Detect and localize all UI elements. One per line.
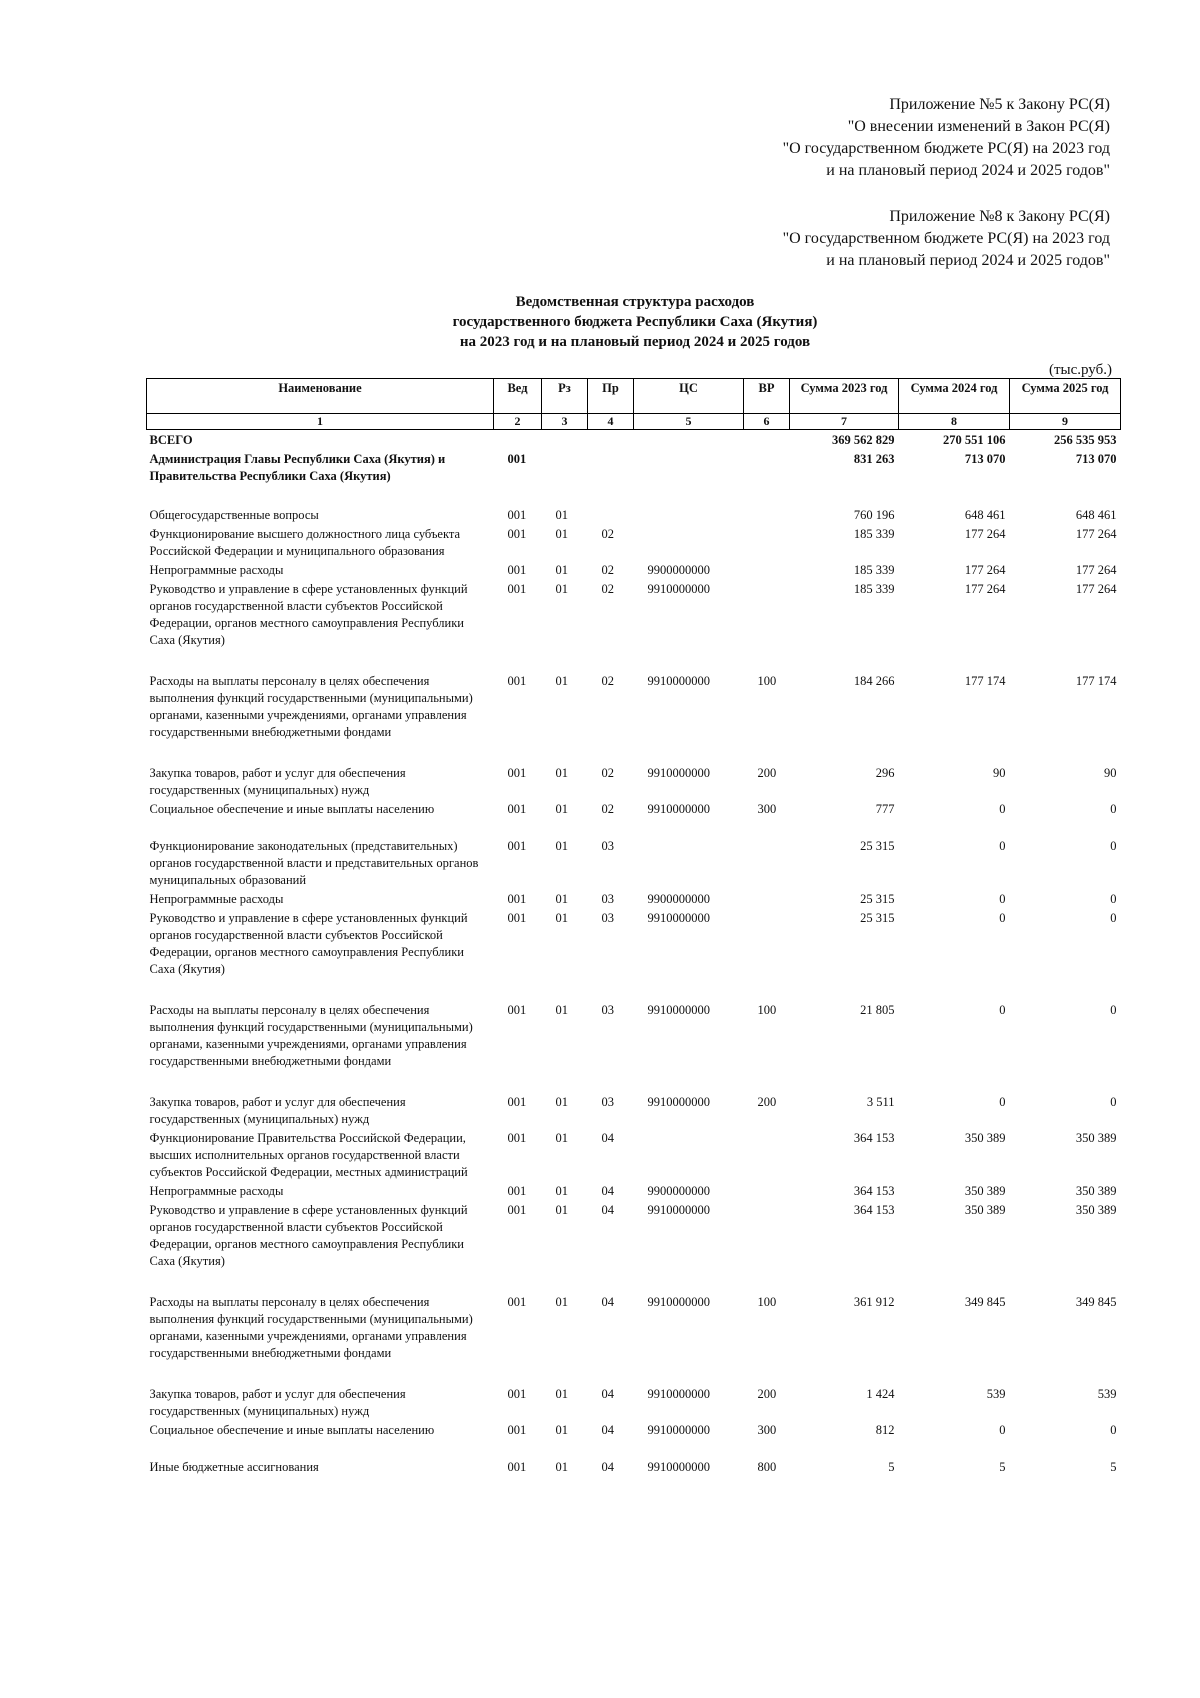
cell-sum-2025: 90: [1104, 766, 1117, 780]
cell-ved: [494, 430, 542, 450]
annex-line: Приложение №5 к Закону РС(Я): [889, 96, 1110, 113]
cell-pr: 03: [601, 892, 614, 906]
cell-name: Социальное обеспечение и иные выплаты населению: [149, 802, 435, 816]
cell-cs: [634, 836, 744, 889]
table-row: [147, 1384, 1121, 1420]
header-sum-2024: Сумма 2024 год: [899, 379, 1010, 414]
cell-ved: 001: [507, 766, 527, 780]
cell-sum-2025: 0: [1110, 892, 1117, 906]
table-row: [147, 1000, 1121, 1092]
cell-ved: 001: [507, 1460, 527, 1474]
cell-pr: 02: [601, 527, 614, 541]
header-sum-2023: Сумма 2023 год: [790, 379, 899, 414]
cell-sum-2023: 185 339: [853, 527, 895, 541]
cell-ved: 001: [507, 452, 527, 466]
cell-name: Функционирование высшего должностного лица субъекта Российской Федерации и муниципального образования: [149, 527, 461, 558]
cell-vr: [744, 579, 790, 671]
table-row: [147, 1457, 1121, 1476]
header-cs: ЦС: [634, 379, 744, 414]
cell-ved: 001: [507, 674, 527, 688]
cell-rz: 01: [555, 839, 568, 853]
cell-sum-2024: 0: [999, 839, 1006, 853]
cell-vr: [744, 560, 790, 579]
cell-ved: 001: [507, 563, 527, 577]
cell-rz: 01: [555, 1184, 568, 1198]
table-row: [147, 1200, 1121, 1292]
cell-sum-2024: 539: [986, 1387, 1006, 1401]
cell-cs: [634, 524, 744, 560]
cell-name: Общегосударственные вопросы: [149, 508, 319, 522]
cell-sum-2024: 350 389: [964, 1184, 1006, 1198]
cell-sum-2024: 270 551 106: [943, 433, 1006, 447]
cell-pr: 03: [601, 1003, 614, 1017]
cell-sum-2025: 0: [1110, 1423, 1117, 1437]
header-rz: Рз: [542, 379, 588, 414]
cell-name: Непрограммные расходы: [149, 892, 284, 906]
cell-vr: [744, 889, 790, 908]
title-line: на 2023 год и на плановый период 2024 и 2025 годов: [459, 334, 811, 350]
cell-cs: [634, 1128, 744, 1181]
cell-cs: 9900000000: [647, 1184, 710, 1198]
header-pr: Пр: [588, 379, 634, 414]
column-number: 5: [634, 414, 744, 430]
cell-ved: 001: [507, 892, 527, 906]
cell-rz: 01: [555, 892, 568, 906]
cell-pr: 03: [601, 1095, 614, 1109]
cell-vr: 800: [757, 1460, 777, 1474]
cell-sum-2023: 25 315: [860, 839, 895, 853]
table-row: [147, 1181, 1121, 1200]
cell-sum-2024: 0: [999, 1423, 1006, 1437]
cell-sum-2025: 177 174: [1075, 674, 1117, 688]
cell-sum-2023: 185 339: [853, 563, 895, 577]
cell-vr: 300: [757, 802, 777, 816]
cell-vr: 200: [757, 1387, 777, 1401]
cell-name: Непрограммные расходы: [149, 1184, 284, 1198]
table-row: [147, 1420, 1121, 1457]
cell-ved: 001: [507, 1387, 527, 1401]
cell-rz: 01: [555, 508, 568, 522]
cell-cs: 9910000000: [647, 1203, 710, 1217]
cell-ved: 001: [507, 508, 527, 522]
cell-rz: 01: [555, 1095, 568, 1109]
cell-name: Непрограммные расходы: [149, 563, 284, 577]
cell-cs: [634, 505, 744, 524]
cell-pr: 04: [601, 1184, 614, 1198]
cell-cs: 9900000000: [647, 892, 710, 906]
cell-ved: 001: [507, 1131, 527, 1145]
document-title: [0, 292, 1200, 352]
cell-sum-2023: 364 153: [853, 1184, 895, 1198]
cell-rz: 01: [555, 1131, 568, 1145]
table-row: [147, 579, 1121, 671]
cell-sum-2023: 777: [875, 802, 895, 816]
cell-sum-2025: 0: [1110, 1095, 1117, 1109]
table-row: [147, 763, 1121, 799]
cell-cs: 9910000000: [647, 766, 710, 780]
cell-sum-2023: 185 339: [853, 582, 895, 596]
cell-name: Расходы на выплаты персоналу в целях обеспечения выполнения функций государственными (муниципальными) органами, казенными учреждениями, органами управления государственными внебюджетными фондами: [149, 1003, 473, 1068]
cell-sum-2023: 25 315: [860, 911, 895, 925]
cell-vr: 100: [757, 674, 777, 688]
table-row: [147, 836, 1121, 889]
cell-rz: 01: [555, 563, 568, 577]
table-row: [147, 430, 1121, 450]
cell-sum-2024: 0: [999, 911, 1006, 925]
cell-rz: [542, 430, 588, 450]
annex-line: и на плановый период 2024 и 2025 годов": [826, 252, 1110, 269]
cell-cs: 9910000000: [647, 1095, 710, 1109]
cell-ved: 001: [507, 1184, 527, 1198]
cell-name: Функционирование законодательных (представительных) органов государственной власти и представительных органов муниципальных образований: [149, 839, 479, 887]
cell-sum-2023: 5: [888, 1460, 895, 1474]
column-number: 8: [899, 414, 1010, 430]
table-row: [147, 505, 1121, 524]
cell-vr: [744, 449, 790, 505]
cell-sum-2025: 177 264: [1075, 527, 1117, 541]
cell-sum-2024: 0: [999, 892, 1006, 906]
cell-rz: 01: [555, 1423, 568, 1437]
cell-pr: 03: [601, 911, 614, 925]
cell-name: Руководство и управление в сфере установленных функций органов государственной власти субъектов Российской Федерации, органов местного самоуправления Республики Саха (Якутия): [149, 1203, 468, 1268]
cell-name: Руководство и управление в сфере установленных функций органов государственной власти субъектов Российской Федерации, органов местного самоуправления Республики Саха (Якутия): [149, 582, 468, 647]
cell-name: Социальное обеспечение и иные выплаты населению: [149, 1423, 435, 1437]
table-header-row: [147, 379, 1121, 414]
cell-vr: [744, 836, 790, 889]
cell-sum-2025: 350 389: [1075, 1203, 1117, 1217]
cell-sum-2023: 369 562 829: [832, 433, 895, 447]
cell-pr: 03: [601, 839, 614, 853]
cell-name: Расходы на выплаты персоналу в целях обеспечения выполнения функций государственными (муниципальными) органами, казенными учреждениями, органами управления государственными внебюджетными фондами: [149, 674, 473, 739]
cell-rz: 01: [555, 766, 568, 780]
cell-cs: 9900000000: [647, 563, 710, 577]
cell-ved: 001: [507, 911, 527, 925]
table-row: [147, 799, 1121, 836]
cell-cs: 9910000000: [647, 1003, 710, 1017]
annex-header-2: [783, 206, 1110, 272]
cell-sum-2025: 0: [1110, 1003, 1117, 1017]
cell-sum-2025: 0: [1110, 911, 1117, 925]
cell-sum-2023: 760 196: [853, 508, 895, 522]
cell-pr: 04: [601, 1203, 614, 1217]
cell-sum-2024: 648 461: [964, 508, 1006, 522]
cell-sum-2025: 713 070: [1075, 452, 1117, 466]
cell-ved: 001: [507, 1423, 527, 1437]
cell-sum-2023: 364 153: [853, 1131, 895, 1145]
cell-sum-2023: 3 511: [866, 1095, 895, 1109]
cell-sum-2024: 177 264: [964, 527, 1006, 541]
cell-sum-2025: 0: [1110, 802, 1117, 816]
cell-pr: 02: [601, 674, 614, 688]
annex-line: Приложение №8 к Закону РС(Я): [889, 208, 1110, 225]
cell-rz: [542, 449, 588, 505]
cell-sum-2024: 350 389: [964, 1131, 1006, 1145]
cell-rz: 01: [555, 674, 568, 688]
cell-sum-2024: 349 845: [964, 1295, 1006, 1309]
cell-vr: 200: [757, 1095, 777, 1109]
cell-sum-2025: 350 389: [1075, 1131, 1117, 1145]
cell-sum-2024: 0: [999, 802, 1006, 816]
cell-cs: 9910000000: [647, 802, 710, 816]
cell-sum-2025: 0: [1110, 839, 1117, 853]
table-row: [147, 1292, 1121, 1384]
cell-vr: 300: [757, 1423, 777, 1437]
column-number: 2: [494, 414, 542, 430]
cell-sum-2025: 349 845: [1075, 1295, 1117, 1309]
table-row: [147, 908, 1121, 1000]
header-vr: ВР: [744, 379, 790, 414]
table-row: [147, 1092, 1121, 1128]
cell-rz: 01: [555, 1460, 568, 1474]
cell-sum-2025: 539: [1097, 1387, 1117, 1401]
cell-name: Закупка товаров, работ и услуг для обеспечения государственных (муниципальных) нужд: [149, 1095, 406, 1126]
cell-cs: 9910000000: [647, 674, 710, 688]
cell-cs: 9910000000: [647, 582, 710, 596]
cell-pr: 04: [601, 1295, 614, 1309]
cell-rz: 01: [555, 1203, 568, 1217]
table-row: [147, 524, 1121, 560]
cell-ved: 001: [507, 527, 527, 541]
cell-pr: 02: [601, 766, 614, 780]
column-number: 7: [790, 414, 899, 430]
units-label: (тыс.руб.): [1048, 362, 1112, 378]
cell-name: Функционирование Правительства Российской Федерации, высших исполнительных органов государственной власти субъектов Российской Федерации, местных администраций: [149, 1131, 468, 1179]
header-name: Наименование: [147, 379, 494, 414]
cell-name: Иные бюджетные ассигнования: [149, 1460, 319, 1474]
header-sum-2025: Сумма 2025 год: [1010, 379, 1121, 414]
cell-vr: [744, 1181, 790, 1200]
cell-rz: 01: [555, 1295, 568, 1309]
cell-ved: 001: [507, 1203, 527, 1217]
annex-line: "О государственном бюджете РС(Я) на 2023 год: [782, 230, 1110, 247]
annex-line: "О внесении изменений в Закон РС(Я): [847, 118, 1110, 135]
table-row: [147, 671, 1121, 763]
cell-sum-2025: 256 535 953: [1054, 433, 1117, 447]
cell-vr: 200: [757, 766, 777, 780]
annex-header-1: [783, 94, 1110, 182]
cell-ved: 001: [507, 582, 527, 596]
column-number-row: [147, 414, 1121, 430]
cell-cs: [634, 449, 744, 505]
cell-vr: [744, 524, 790, 560]
table-row: [147, 560, 1121, 579]
cell-pr: [588, 505, 634, 524]
cell-sum-2024: 713 070: [964, 452, 1006, 466]
header-ved: Вед: [494, 379, 542, 414]
cell-sum-2023: 364 153: [853, 1203, 895, 1217]
cell-pr: [588, 430, 634, 450]
cell-vr: 100: [757, 1003, 777, 1017]
annex-line: "О государственном бюджете РС(Я) на 2023 год: [782, 140, 1110, 157]
column-number: 1: [147, 414, 494, 430]
cell-cs: 9910000000: [647, 1460, 710, 1474]
cell-vr: 100: [757, 1295, 777, 1309]
annex-line: и на плановый период 2024 и 2025 годов": [826, 162, 1110, 179]
cell-sum-2023: 1 424: [866, 1387, 895, 1401]
column-number: 4: [588, 414, 634, 430]
cell-cs: 9910000000: [647, 1387, 710, 1401]
cell-pr: 04: [601, 1387, 614, 1401]
cell-sum-2023: 21 805: [860, 1003, 895, 1017]
cell-pr: 02: [601, 563, 614, 577]
cell-sum-2025: 177 264: [1075, 563, 1117, 577]
cell-sum-2024: 350 389: [964, 1203, 1006, 1217]
cell-ved: 001: [507, 1295, 527, 1309]
cell-ved: 001: [507, 802, 527, 816]
cell-cs: [634, 430, 744, 450]
cell-ved: 001: [507, 1095, 527, 1109]
cell-vr: [744, 1200, 790, 1292]
cell-pr: 02: [601, 802, 614, 816]
cell-pr: 04: [601, 1131, 614, 1145]
cell-pr: 04: [601, 1460, 614, 1474]
table-body: [147, 430, 1121, 1477]
cell-sum-2024: 0: [999, 1095, 1006, 1109]
cell-sum-2023: 25 315: [860, 892, 895, 906]
cell-name: Расходы на выплаты персоналу в целях обеспечения выполнения функций государственными (муниципальными) органами, казенными учреждениями, органами управления государственными внебюджетными фондами: [149, 1295, 473, 1360]
cell-vr: [744, 505, 790, 524]
cell-cs: 9910000000: [647, 1423, 710, 1437]
cell-pr: [588, 449, 634, 505]
title-line: государственного бюджета Республики Саха (Якутия): [452, 314, 818, 330]
cell-rz: 01: [555, 911, 568, 925]
cell-rz: 01: [555, 1003, 568, 1017]
cell-sum-2023: 184 266: [853, 674, 895, 688]
cell-vr: [744, 1128, 790, 1181]
cell-vr: [744, 908, 790, 1000]
cell-rz: 01: [555, 527, 568, 541]
cell-sum-2023: 812: [875, 1423, 895, 1437]
cell-sum-2024: 177 264: [964, 582, 1006, 596]
cell-name: Администрация Главы Республики Саха (Якутия) и Правительства Республики Саха (Якутия): [149, 452, 446, 483]
table-row: [147, 889, 1121, 908]
cell-sum-2023: 361 912: [853, 1295, 895, 1309]
cell-cs: 9910000000: [647, 911, 710, 925]
cell-name: Закупка товаров, работ и услуг для обеспечения государственных (муниципальных) нужд: [149, 1387, 406, 1418]
cell-vr: [744, 430, 790, 450]
cell-rz: 01: [555, 582, 568, 596]
cell-sum-2024: 90: [993, 766, 1006, 780]
cell-sum-2023: 831 263: [853, 452, 895, 466]
cell-rz: 01: [555, 802, 568, 816]
cell-sum-2025: 648 461: [1075, 508, 1117, 522]
cell-sum-2024: 0: [999, 1003, 1006, 1017]
cell-rz: 01: [555, 1387, 568, 1401]
cell-cs: 9910000000: [647, 1295, 710, 1309]
cell-pr: 02: [601, 582, 614, 596]
cell-sum-2024: 5: [999, 1460, 1006, 1474]
column-number: 9: [1010, 414, 1121, 430]
cell-sum-2023: 296: [875, 766, 895, 780]
budget-table: [146, 378, 1121, 1476]
cell-sum-2024: 177 174: [964, 674, 1006, 688]
table-row: [147, 1128, 1121, 1181]
cell-sum-2025: 177 264: [1075, 582, 1117, 596]
cell-sum-2025: 5: [1110, 1460, 1117, 1474]
cell-sum-2025: 350 389: [1075, 1184, 1117, 1198]
cell-sum-2024: 177 264: [964, 563, 1006, 577]
title-line: Ведомственная структура расходов: [515, 294, 755, 310]
table-row: [147, 449, 1121, 505]
cell-name: ВСЕГО: [149, 433, 193, 447]
column-number: 3: [542, 414, 588, 430]
cell-name: Закупка товаров, работ и услуг для обеспечения государственных (муниципальных) нужд: [149, 766, 406, 797]
column-number: 6: [744, 414, 790, 430]
cell-name: Руководство и управление в сфере установленных функций органов государственной власти субъектов Российской Федерации, органов местного самоуправления Республики Саха (Якутия): [149, 911, 468, 976]
cell-ved: 001: [507, 839, 527, 853]
cell-ved: 001: [507, 1003, 527, 1017]
cell-pr: 04: [601, 1423, 614, 1437]
